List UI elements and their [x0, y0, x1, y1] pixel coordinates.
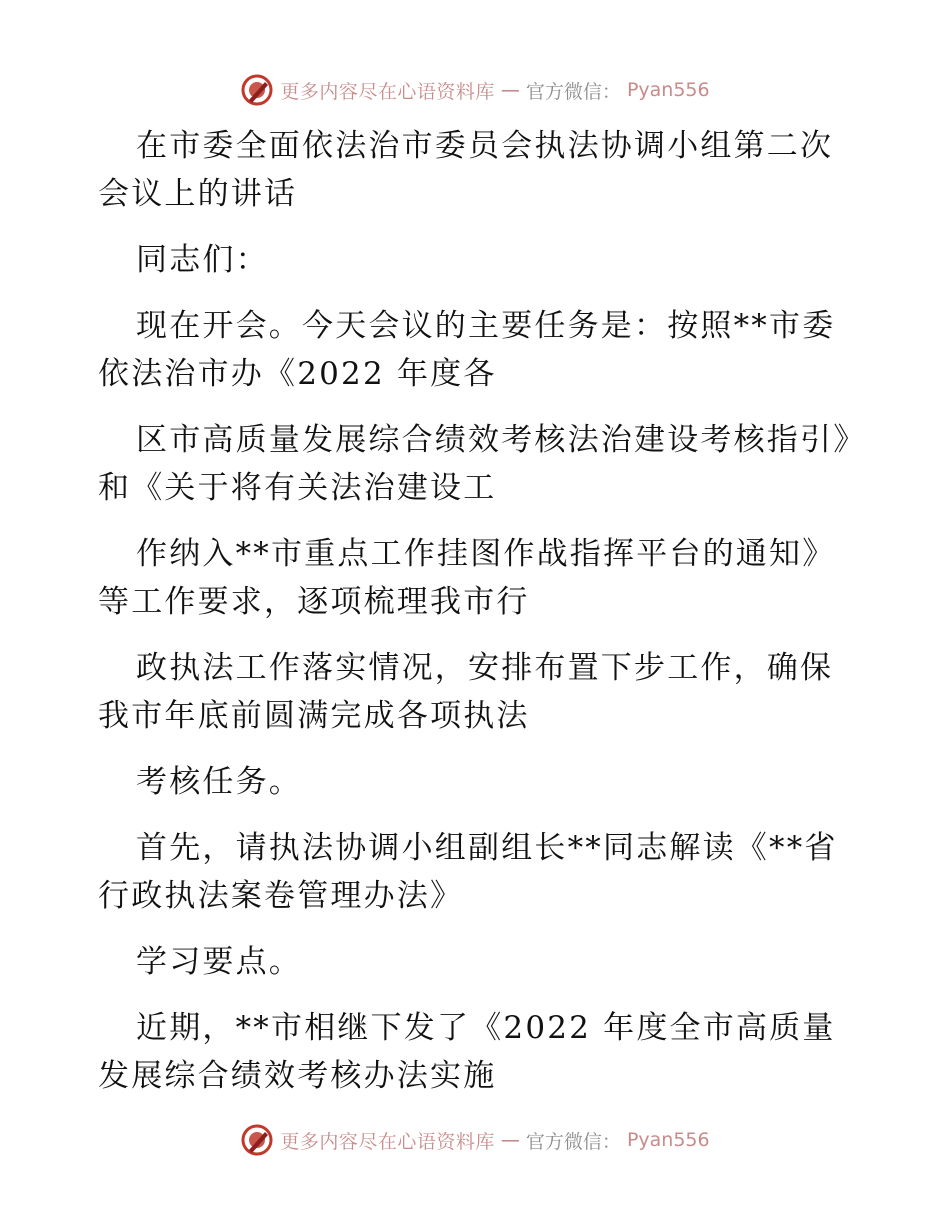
- watermark-dash: —: [500, 79, 520, 101]
- paragraph: 作纳入**市重点工作挂图作战指挥平台的通知》等工作要求，逐项梳理我市行: [98, 536, 836, 620]
- greeting: 同志们：: [136, 242, 269, 278]
- red-circle-pen-icon: [240, 1123, 274, 1157]
- watermark-header: [0, 70, 950, 110]
- document-title: 在市委全面依法治市委员会执法协调小组第二次会议上的讲话: [98, 128, 834, 212]
- watermark-text: 更多内容尽在心语资料库: [280, 1130, 495, 1153]
- watermark-dash: —: [500, 1129, 520, 1151]
- paragraph: 现在开会。今天会议的主要任务是：按照**市委依法治市办《2022 年度各: [98, 308, 836, 392]
- paragraph: 考核任务。: [136, 764, 302, 800]
- watermark-wechat-label: 官方微信：: [525, 1130, 621, 1153]
- watermark-wechat-id: Pyan556: [626, 1129, 710, 1151]
- watermark-wechat-label: 官方微信：: [525, 80, 621, 103]
- paragraph: 学习要点。: [136, 944, 302, 980]
- watermark-footer: [0, 1120, 950, 1160]
- watermark-text: 更多内容尽在心语资料库: [280, 80, 495, 103]
- paragraph: 区市高质量发展综合绩效考核法治建设考核指引》和《关于将有关法治建设工: [98, 422, 851, 506]
- red-circle-pen-icon: [240, 73, 274, 107]
- paragraph: 近期，**市相继下发了《2022 年度全市高质量发展综合绩效考核办法实施: [98, 1010, 836, 1094]
- document-body: [98, 122, 858, 1118]
- watermark-wechat-id: Pyan556: [626, 79, 710, 101]
- paragraph: 政执法工作落实情况，安排布置下步工作，确保我市年底前圆满完成各项执法: [98, 650, 834, 734]
- paragraph: 首先，请执法协调小组副组长**同志解读《**省行政执法案卷管理办法》: [98, 830, 838, 914]
